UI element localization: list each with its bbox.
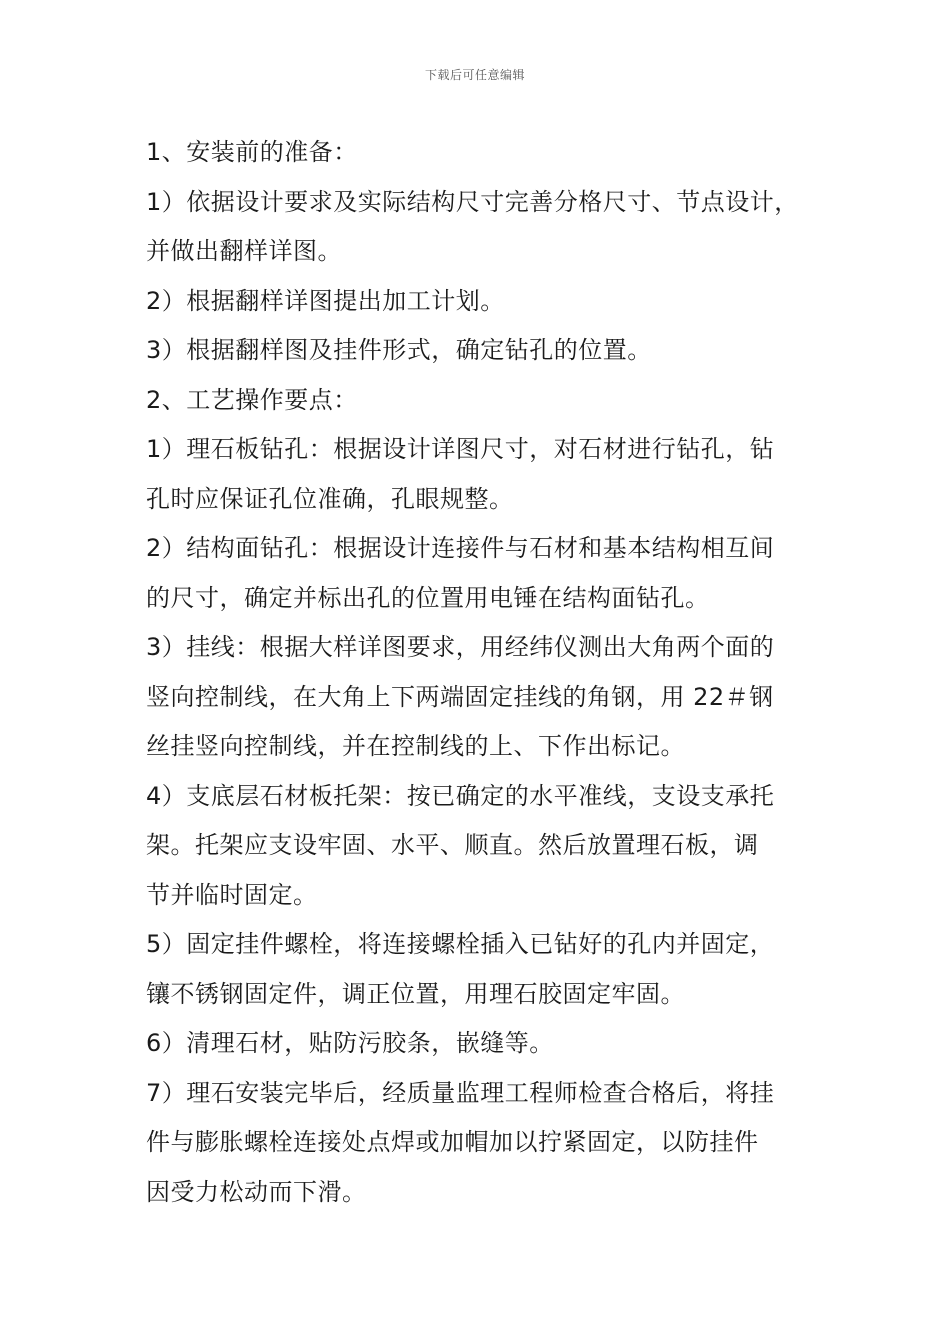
text-line: 3）挂线：根据大样详图要求，用经纬仪测出大角两个面的 bbox=[146, 633, 775, 661]
text-line: 镶不锈钢固定件，调正位置，用理石胶固定牢固。 bbox=[146, 979, 685, 1008]
text-line: 2）结构面钻孔：根据设计连接件与石材和基本结构相互间 bbox=[146, 534, 775, 562]
text-line: 3）根据翻样图及挂件形式，确定钻孔的位置。 bbox=[146, 336, 652, 364]
text-line: 架。托架应支设牢固、水平、顺直。然后放置理石板，调 bbox=[146, 831, 759, 859]
text-line: 件与膨胀螺栓连接处点焊或加帽加以拧紧固定，以防挂件 bbox=[146, 1128, 759, 1156]
text-line: 6）清理石材，贴防污胶条，嵌缝等。 bbox=[146, 1029, 554, 1057]
document-body bbox=[146, 128, 836, 1217]
text-line: 丝挂竖向控制线，并在控制线的上、下作出标记。 bbox=[146, 732, 685, 760]
text-line: 2）根据翻样详图提出加工计划。 bbox=[146, 286, 505, 315]
text-line: 4）支底层石材板托架：按已确定的水平准线，支设支承托 bbox=[146, 781, 775, 810]
text-line: 的尺寸，确定并标出孔的位置用电锤在结构面钻孔。 bbox=[146, 583, 710, 612]
text-line: 5）固定挂件螺栓，将连接螺栓插入已钻好的孔内并固定， bbox=[146, 930, 775, 958]
section-heading-process: 2、工艺操作要点： bbox=[146, 385, 358, 414]
text-line: 1）理石板钻孔：根据设计详图尺寸，对石材进行钻孔，钻 bbox=[146, 435, 775, 463]
section-heading-preparation: 1、安装前的准备： bbox=[146, 138, 358, 166]
text-line: 竖向控制线，在大角上下两端固定挂线的角钢，用 22＃钢 bbox=[146, 682, 774, 711]
text-line: 孔时应保证孔位准确，孔眼规整。 bbox=[146, 484, 514, 513]
text-line: 并做出翻样详图。 bbox=[146, 237, 342, 265]
text-line: 因受力松动而下滑。 bbox=[146, 1177, 367, 1206]
text-line: 节并临时固定。 bbox=[146, 880, 318, 909]
text-line: 1）依据设计要求及实际结构尺寸完善分格尺寸、节点设计， bbox=[146, 187, 799, 216]
text-line: 7）理石安装完毕后，经质量监理工程师检查合格后，将挂 bbox=[146, 1078, 775, 1107]
page-header: 下载后可任意编辑 bbox=[424, 68, 525, 82]
